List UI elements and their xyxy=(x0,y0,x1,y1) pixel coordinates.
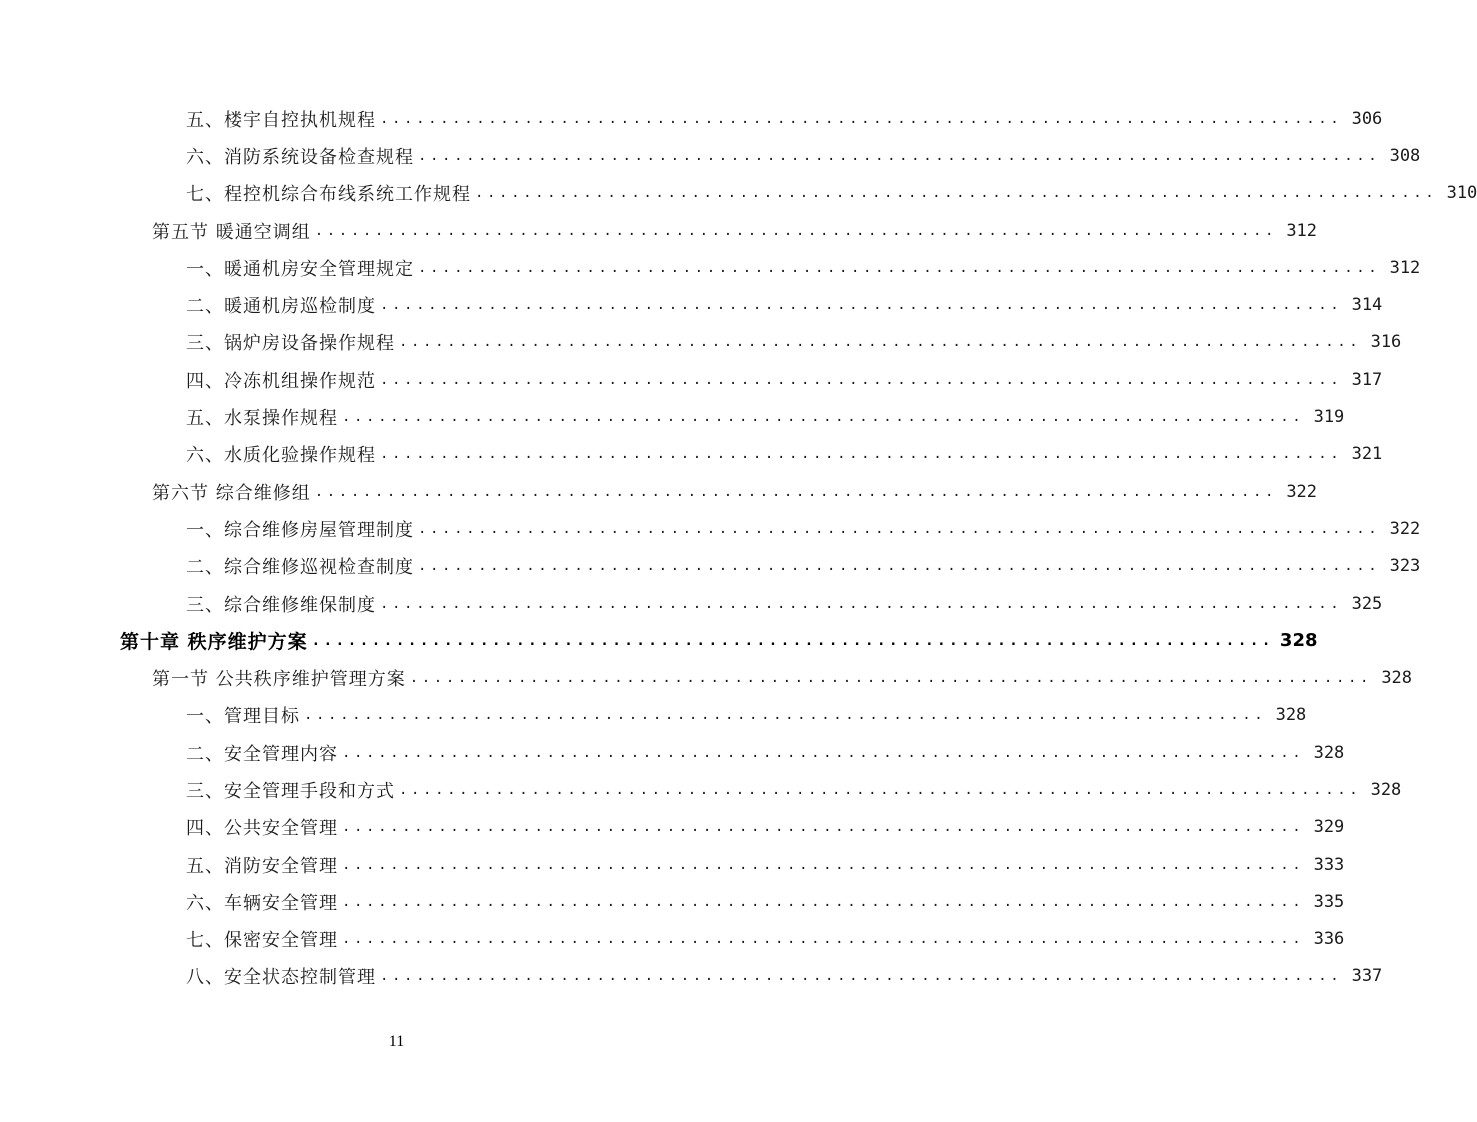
toc-entry-item xyxy=(120,846,1345,883)
toc-dot-leader: ................................................................................ xyxy=(418,147,1381,164)
toc-entry-item xyxy=(120,697,1307,734)
toc-entry-title: 第十章 秩序维护方案 xyxy=(120,631,308,654)
toc-entry-title: 三、锅炉房设备操作规程 xyxy=(186,333,395,355)
toc-entry-page: 306 xyxy=(1351,108,1383,129)
toc-entry-page: 323 xyxy=(1389,556,1421,577)
toc-entry-title: 一、暖通机房安全管理规定 xyxy=(186,258,414,280)
toc-entry-page: 322 xyxy=(1389,518,1421,539)
toc-entry-page: 329 xyxy=(1313,817,1345,838)
toc-entry-title: 五、消防安全管理 xyxy=(186,855,338,877)
toc-dot-leader: ................................................................................ xyxy=(409,670,1373,687)
toc-entry-title: 五、楼宇自控执机规程 xyxy=(186,109,376,131)
toc-entry-title: 八、安全状态控制管理 xyxy=(186,967,376,989)
toc-entry-item xyxy=(120,958,1383,995)
toc-entry-item xyxy=(120,883,1345,920)
toc-entry-item xyxy=(120,510,1421,547)
toc-entry-title: 四、冷冻机组操作规范 xyxy=(186,370,376,392)
toc-dot-leader: ................................................................................ xyxy=(342,931,1305,948)
toc-dot-leader: ................................................................................ xyxy=(418,520,1381,537)
table-of-contents xyxy=(120,100,1477,995)
toc-dot-leader: ................................................................................ xyxy=(380,446,1343,463)
toc-entry-item xyxy=(120,324,1402,361)
toc-entry-page: 328 xyxy=(1313,742,1345,763)
toc-entry-title: 七、程控机综合布线系统工作规程 xyxy=(186,184,471,206)
toc-entry-item xyxy=(120,137,1421,174)
toc-dot-leader: ................................................................................ xyxy=(380,110,1343,127)
toc-dot-leader: ................................................................................ xyxy=(342,409,1305,426)
toc-entry-page: 322 xyxy=(1286,481,1318,502)
toc-dot-leader: ................................................................................ xyxy=(399,334,1362,351)
toc-dot-leader: ................................................................................ xyxy=(418,558,1381,575)
toc-dot-leader: ................................................................................ xyxy=(399,781,1362,798)
toc-entry-page: 312 xyxy=(1286,220,1318,241)
toc-dot-leader: ................................................................................ xyxy=(304,707,1267,724)
toc-entry-title: 第五节 暖通空调组 xyxy=(152,221,311,243)
toc-dot-leader: ................................................................................ xyxy=(475,185,1438,202)
toc-entry-item xyxy=(120,809,1345,846)
toc-entry-title: 三、安全管理手段和方式 xyxy=(186,780,395,802)
toc-entry-page: 308 xyxy=(1389,145,1421,166)
toc-dot-leader: ................................................................................ xyxy=(380,371,1343,388)
toc-entry-title: 四、公共安全管理 xyxy=(186,818,338,840)
toc-entry-page: 328 xyxy=(1279,630,1318,652)
toc-entry-section xyxy=(120,659,1413,696)
toc-entry-page: 335 xyxy=(1313,891,1345,912)
toc-entry-page: 328 xyxy=(1381,668,1413,689)
toc-dot-leader: ................................................................................ xyxy=(380,968,1343,985)
toc-dot-leader: ................................................................................ xyxy=(314,483,1278,500)
toc-entry-page: 333 xyxy=(1313,854,1345,875)
toc-entry-title: 六、水质化验操作规程 xyxy=(186,445,376,467)
toc-entry-page: 336 xyxy=(1313,929,1345,950)
toc-entry-chapter xyxy=(120,622,1318,659)
toc-entry-title: 五、水泵操作规程 xyxy=(186,408,338,430)
toc-entry-title: 七、保密安全管理 xyxy=(186,930,338,952)
toc-dot-leader: ................................................................................ xyxy=(342,744,1305,761)
toc-dot-leader: ................................................................................ xyxy=(418,259,1381,276)
toc-dot-leader: ................................................................................ xyxy=(380,297,1343,314)
toc-entry-item xyxy=(120,100,1383,137)
toc-entry-title: 三、综合维修维保制度 xyxy=(186,594,376,616)
toc-entry-item xyxy=(120,734,1345,771)
toc-entry-title: 六、车辆安全管理 xyxy=(186,892,338,914)
toc-dot-leader: ................................................................................ xyxy=(380,595,1343,612)
toc-entry-title: 第六节 综合维修组 xyxy=(152,482,311,504)
toc-entry-page: 310 xyxy=(1446,183,1477,204)
toc-entry-title: 二、安全管理内容 xyxy=(186,743,338,765)
toc-entry-page: 325 xyxy=(1351,593,1383,614)
toc-dot-leader: ................................................................................ xyxy=(342,856,1305,873)
toc-entry-title: 一、管理目标 xyxy=(186,706,300,728)
toc-entry-item xyxy=(120,175,1477,212)
toc-dot-leader: ................................................................................ xyxy=(342,819,1305,836)
toc-entry-page: 321 xyxy=(1351,444,1383,465)
toc-entry-title: 六、消防系统设备检查规程 xyxy=(186,146,414,168)
toc-entry-section xyxy=(120,473,1318,510)
toc-entry-page: 328 xyxy=(1370,779,1402,800)
toc-entry-item xyxy=(120,286,1383,323)
toc-entry-title: 第一节 公共秩序维护管理方案 xyxy=(152,669,406,691)
toc-entry-item xyxy=(120,585,1383,622)
toc-entry-section xyxy=(120,212,1318,249)
toc-entry-item xyxy=(120,548,1421,585)
toc-entry-page: 319 xyxy=(1313,407,1345,428)
toc-entry-page: 314 xyxy=(1351,295,1383,316)
toc-entry-item xyxy=(120,361,1383,398)
toc-entry-title: 二、综合维修巡视检查制度 xyxy=(186,557,414,579)
toc-entry-title: 二、暖通机房巡检制度 xyxy=(186,296,376,318)
toc-entry-item xyxy=(120,398,1345,435)
toc-dot-leader: ................................................................................ xyxy=(314,222,1278,239)
toc-entry-item xyxy=(120,436,1383,473)
toc-entry-page: 316 xyxy=(1370,332,1402,353)
toc-dot-leader: ................................................................................ xyxy=(342,893,1305,910)
toc-entry-item xyxy=(120,921,1345,958)
toc-entry-page: 337 xyxy=(1351,966,1383,987)
toc-dot-leader: ................................................................................ xyxy=(311,632,1274,649)
toc-entry-page: 328 xyxy=(1275,705,1307,726)
page-number: 11 xyxy=(388,1033,405,1050)
toc-entry-title: 一、综合维修房屋管理制度 xyxy=(186,519,414,541)
toc-entry-item xyxy=(120,771,1402,808)
toc-entry-page: 317 xyxy=(1351,369,1383,390)
toc-entry-item xyxy=(120,249,1421,286)
toc-entry-page: 312 xyxy=(1389,257,1421,278)
